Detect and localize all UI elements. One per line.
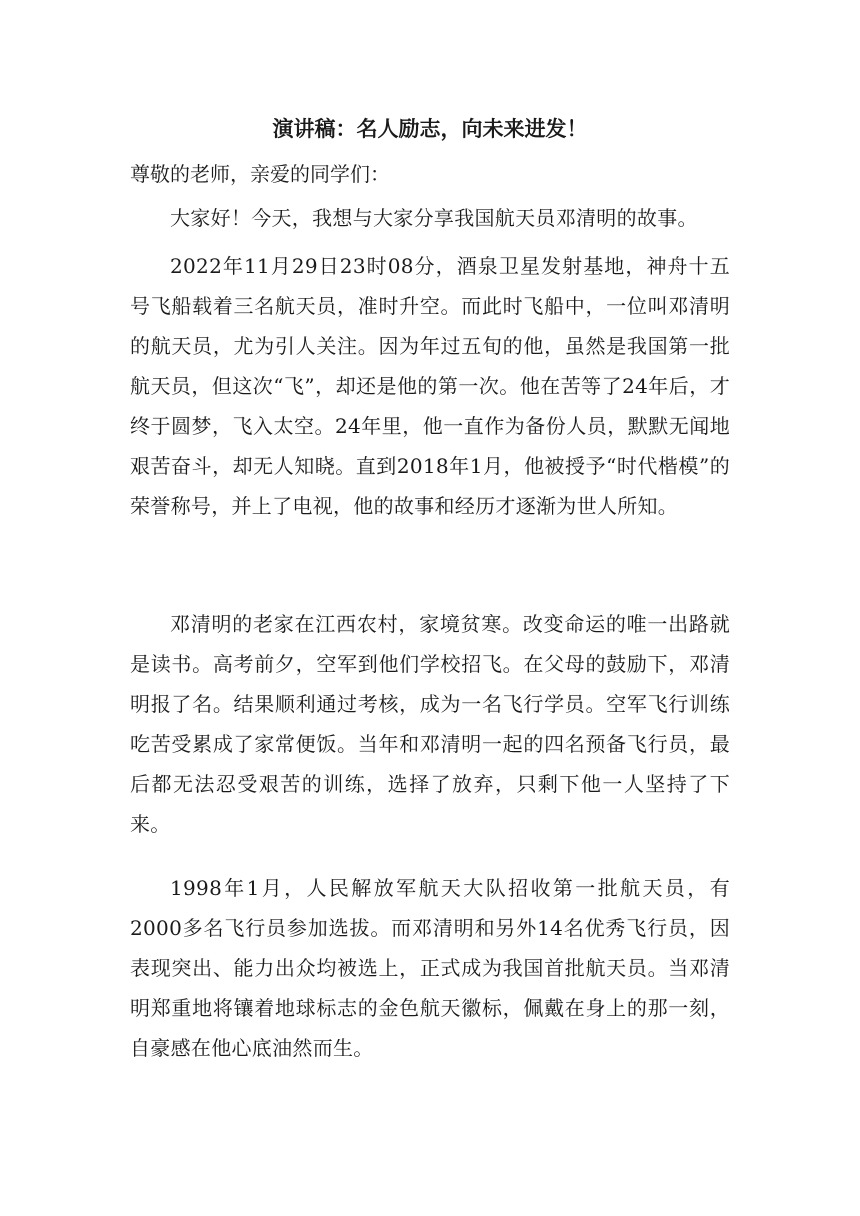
salutation: 尊敬的老师，亲爱的同学们： [130, 162, 390, 186]
paragraph-selection: 1998年1月，人民解放军航天大队招收第一批航天员，有2000多名飞行员参加选拔。而邓清明和另外14名优秀飞行员，因表现突出、能力出众均被选上，正式成为我国首批航天员。当邓清明郑重地将镶着地球标志的金色航天徽标，佩戴在身上的那一刻，自豪感在他心底油然而生。 [130, 876, 730, 1060]
paragraph-greeting: 大家好！今天，我想与大家分享我国航天员邓清明的故事。 [170, 206, 698, 230]
paragraph-hometown: 邓清明的老家在江西农村，家境贫寒。改变命运的唯一出路就是读书。高考前夕，空军到他们学校招飞。在父母的鼓励下，邓清明报了名。结果顺利通过考核，成为一名飞行学员。空军飞行训练吃苦受累成了家常便饭。当年和邓清明一起的四名预备飞行员，最后都无法忍受艰苦的训练，选择了放弃，只剩下他一人坚持了下来。 [130, 612, 730, 836]
document-title: 演讲稿：名人励志，向未来进发！ [272, 117, 588, 141]
paragraph-launch: 2022年11月29日23时08分，酒泉卫星发射基地，神舟十五号飞船载着三名航天员，准时升空。而此时飞船中，一位叫邓清明的航天员，尤为引人关注。因为年过五旬的他，虽然是我国第一批航天员，但这次“飞”，却还是他的第一次。他在苦等了24年后，才终于圆梦，飞入太空。24年里，他一直作为备份人员，默默无闻地艰苦奋斗，却无人知晓。直到2018年1月，他被授予“时代楷模”的荣誉称号，并上了电视，他的故事和经历才逐渐为世人所知。 [130, 254, 730, 518]
